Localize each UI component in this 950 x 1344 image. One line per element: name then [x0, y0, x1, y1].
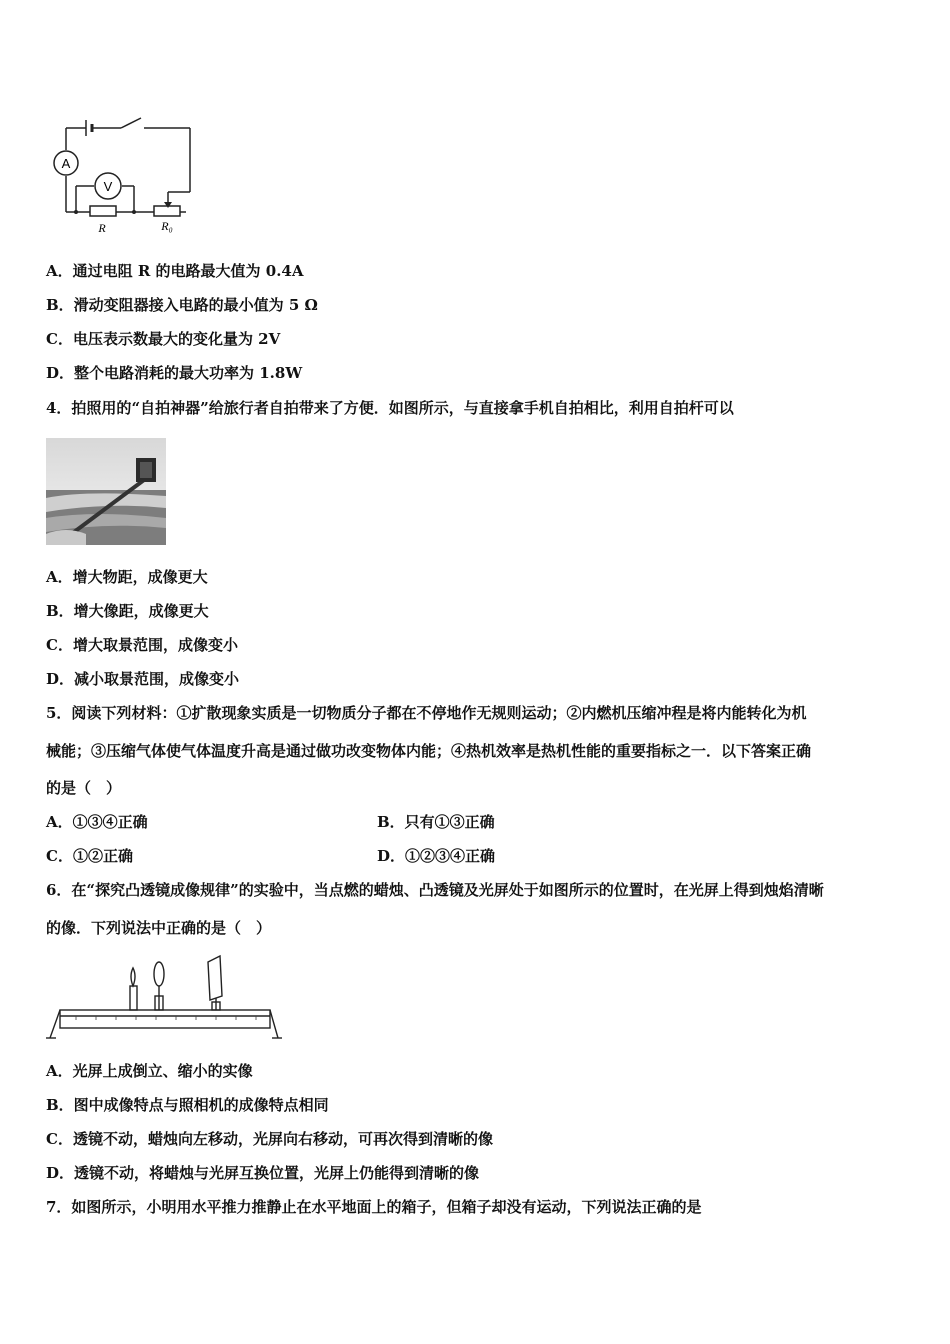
q4-option-d: D．减小取景范围，成像变小: [46, 670, 240, 688]
q6-option-d: D．透镜不动，将蜡烛与光屏互换位置，光屏上仍能得到清晰的像: [46, 1164, 480, 1182]
q4-option-b: B．增大像距，成像更大: [46, 602, 209, 620]
q4-stem: 4．拍照用的“自拍神器”给旅行者自拍带来了方便．如图所示，与直接拿手机自拍相比，利用自拍杆可以: [46, 399, 734, 417]
circuit-diagram: [46, 114, 196, 238]
q5-option-d: D．①②③④正确: [377, 847, 496, 865]
q6-stem-line-1: 6．在“探究凸透镜成像规律”的实验中，当点燃的蜡烛、凸透镜及光屏处于如图所示的位置时，在光屏上得到烛焰清晰: [46, 881, 824, 899]
q5-stem-line-3: 的是（ ）: [46, 779, 122, 797]
q5-option-b: B．只有①③正确: [377, 813, 495, 831]
q4-option-c: C．增大取景范围，成像变小: [46, 636, 238, 654]
q6-stem-line-2: 的像．下列说法中正确的是（ ）: [46, 919, 272, 937]
q7-stem: 7．如图所示，小明用水平推力推静止在水平地面上的箱子，但箱子却没有运动，下列说法正确的是: [46, 1198, 702, 1216]
q5-stem-line-2: 械能；③压缩气体使气体温度升高是通过做功改变物体内能；④热机效率是热机性能的重要指标之一．以下答案正确: [46, 742, 812, 760]
q3-option-d: D．整个电路消耗的最大功率为 1.8W: [46, 364, 303, 382]
q6-option-a: A．光屏上成倒立、缩小的实像: [46, 1062, 253, 1080]
q5-option-c: C．①②正确: [46, 847, 133, 865]
voltmeter-label: V: [103, 179, 113, 194]
q4-option-a: A．增大物距，成像更大: [46, 568, 208, 586]
resistor-label: R: [98, 221, 106, 235]
q3-option-b: B．滑动变阻器接入电路的最小值为 5 Ω: [46, 296, 318, 314]
ammeter-label: A: [61, 156, 71, 171]
q5-option-a: A．①③④正确: [46, 813, 148, 831]
q5-stem-line-1: 5．阅读下列材料：①扩散现象实质是一切物质分子都在不停地作无规则运动；②内燃机压缩冲程是将内能转化为机: [46, 704, 807, 722]
optical-bench-diagram: [46, 952, 282, 1042]
q6-option-c: C．透镜不动，蜡烛向左移动，光屏向右移动，可再次得到清晰的像: [46, 1130, 493, 1148]
q3-option-c: C．电压表示数最大的变化量为 2V: [46, 330, 281, 348]
rheostat-label: R₀: [161, 219, 173, 233]
q6-option-b: B．图中成像特点与照相机的成像特点相同: [46, 1096, 329, 1114]
q3-option-a: A．通过电阻 R 的电路最大值为 0.4A: [46, 262, 304, 280]
selfie-stick-photo: [46, 438, 166, 545]
